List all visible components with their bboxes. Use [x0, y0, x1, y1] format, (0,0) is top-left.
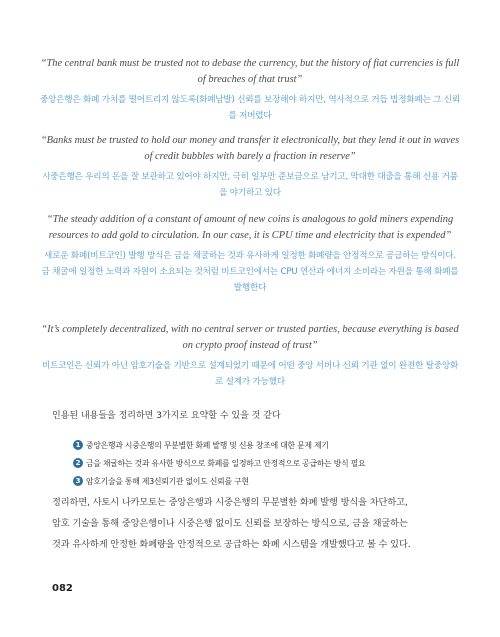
quote-korean-translation: 시중은행은 우리의 돈을 잘 보관하고 있어야 하지만, 극히 일부만 준보금으로 남기고, 막대한 대출을 통해 신용 거품을 야기하고 있다 [42, 172, 458, 198]
summary-intro: 인용된 내용들을 정리하면 3가지로 요약할 수 있을 것 같다 [52, 411, 281, 421]
quote-block-4 [40, 322, 460, 390]
quote-english: “The steady addition of a constant of amount of new coins is analogous to gold miners expending resources to add gold to circulation. In our case, it is CPU time and electricity that is expended” [46, 214, 454, 241]
number-badge: 1 [73, 440, 83, 450]
conclusion-line: 것과 유사하게 안정한 화폐량을 안정적으로 공급하는 화폐 시스템을 개발했다고 볼 수 있다. [52, 539, 411, 550]
conclusion-line: 정리하면, 사토시 나카모토는 중앙은행과 시중은행의 무분별한 화폐 발행 방식을 차단하고, [52, 497, 408, 508]
number-badge: 3 [73, 476, 83, 486]
summary-list [73, 436, 473, 490]
quote-english: “Banks must be trusted to hold our money and transfer it electronically, but they lend it out in waves of credit bubbles with barely a fraction in reserve” [40, 135, 460, 162]
summary-item [73, 472, 473, 490]
conclusion-line: 암호 기술을 통해 중앙은행이나 시중은행 없이도 신뢰를 보장하는 방식으로, 금을 채굴하는 [52, 518, 408, 529]
quote-korean-translation: 중앙은행은 화폐 가치를 떨어트리지 않도록(화폐남발) 신뢰를 보장해야 하지만, 역사적으로 거듭 법정화폐는 그 신뢰를 저버렸다 [40, 95, 460, 121]
quote-block-3 [40, 212, 460, 296]
quote-korean-translation: 새로운 화폐(비트코인) 발행 방식은 금을 채굴하는 것과 유사하게 일정한 화폐량을 안정적으로 공급하는 방식이다. 금 채굴에 일정한 노력과 자원이 소요되는 것처럼 비트코인에서는 CPU 연산과 에너지 소비라는 자원을 통해 화폐를 발행한다 [41, 251, 459, 293]
summary-item-text: 금을 채굴하는 것과 유사한 방식으로 화폐를 일정하고 안정적으로 공급하는 방식 필요 [86, 458, 366, 468]
conclusion-paragraph [52, 492, 464, 555]
summary-item-text: 암호기술을 통해 제3신뢰기관 없이도 신뢰를 구현 [86, 476, 249, 486]
summary-item [73, 436, 473, 454]
quote-english: “It’s completely decentralized, with no central server or trusted parties, because everything is based on crypto proof instead of trust” [41, 324, 459, 351]
number-badge: 2 [73, 458, 83, 468]
quote-korean-translation: 비트코인은 신뢰가 아닌 암호기술을 기반으로 설계되었기 때문에 어떤 중앙 서버나 신뢰 기관 없이 완전한 탈중앙화로 설계가 가능했다 [41, 361, 459, 387]
summary-item-text: 중앙은행과 시중은행의 무분별한 화폐 발행 및 신용 창조에 대한 문제 제기 [86, 440, 329, 450]
quote-block-2 [40, 133, 460, 201]
page-number: 082 [52, 583, 73, 594]
quote-block-1 [40, 56, 460, 124]
summary-item [73, 454, 473, 472]
quote-english: “The central bank must be trusted not to debase the currency, but the history of fiat currencies is full of breaches of that trust” [40, 58, 460, 85]
